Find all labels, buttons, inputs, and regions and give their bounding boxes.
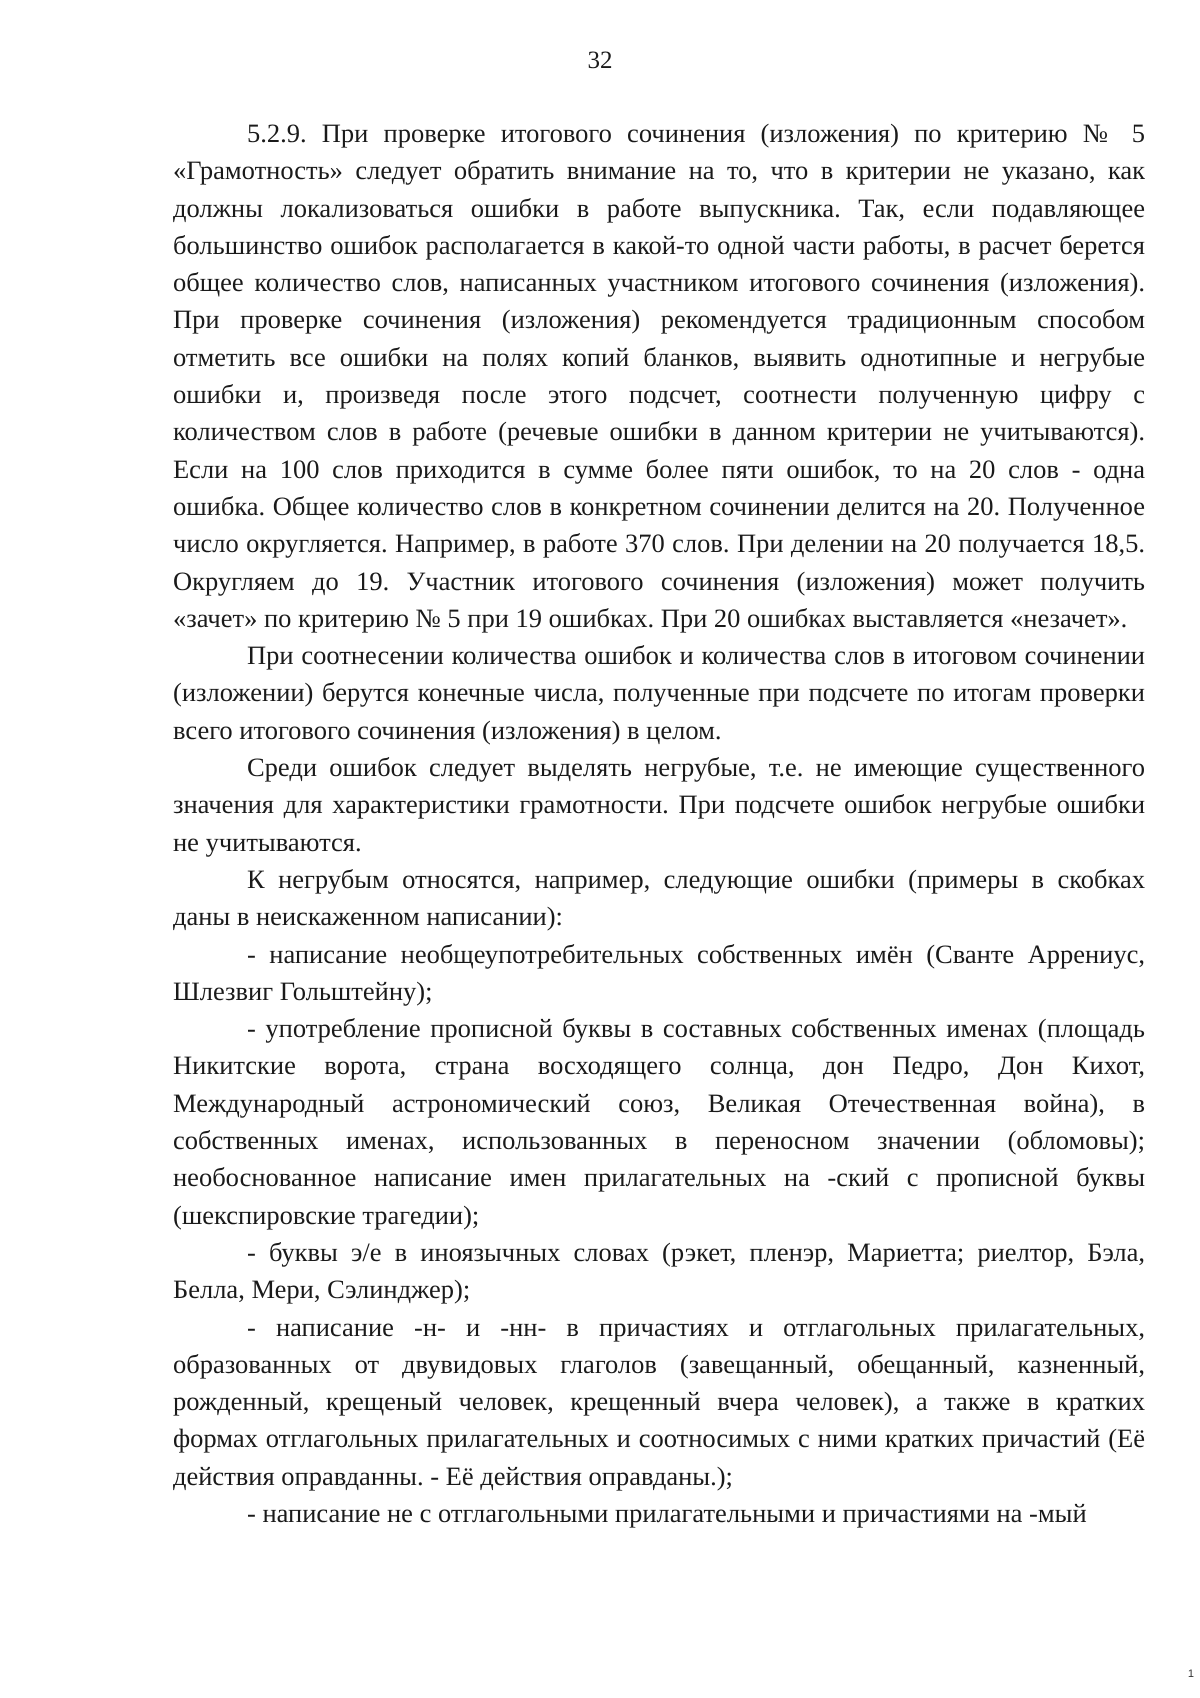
paragraph-criterion-5: 5.2.9. При проверке итогового сочинения (изложения) по критерию № 5 «Грамотность» следует обратить внимание на то, что в критерии не указано, как должны локализоваться ошибки в работе выпускника. Так, если подавляющее большинство ошибок располагается в какой-то одной части работы, в расчет берется общее количество слов, написанных участником итогового сочинения (изложения). При проверке сочинения (изложения) рекомендуется традиционным способом отметить все ошибки на полях копий бланков, выявить однотипные и негрубые ошибки и, произведя после этого подсчет, соотнести полученную цифру с количеством слов в работе (речевые ошибки в данном критерии не учитываются). Если на 100 слов приходится в сумме более пяти ошибок, то на 20 слов - одна ошибка. Общее количество слов в конкретном сочинении делится на 20. Полученное число округляется. Например, в работе 370 слов. При делении на 20 получается 18,5. Округляем до 19. Участник итогового сочинения (изложения) может получить «зачет» по критерию № 5 при 19 ошибках. При 20 ошибках выставляется «незачет». — [173, 118, 1145, 633]
list-item-proper-names: - написание необщеупотребительных собственных имён (Сванте Аррениус, Шлезвиг Гольштейну); — [173, 938, 1145, 1006]
edge-mark: 1 — [1187, 1668, 1194, 1680]
list-item-capital-letters: - употребление прописной буквы в составных собственных именах (площадь Никитские ворота, страна восходящего солнца, дон Педро, Дон Кихот, Международный астрономический союз, Великая Отечественная война), в собственных именах, использованных в переносном значении (обломовы); необоснованное написание имен прилагательных на -ский с прописной буквы (шекспировские трагедии); — [173, 1013, 1145, 1230]
document-body — [173, 115, 1145, 1532]
paragraph-examples-intro: К негрубым относятся, например, следующие ошибки (примеры в скобках даны в неискаженном написании): — [173, 863, 1145, 932]
list-item-n-nn: - написание -н- и -нн- в причастиях и отглагольных прилагательных, образованных от двувидовых глаголов (завещанный, обещанный, казненный, рожденный, крещеный человек, крещенный вчера человек), а также в кратких формах отглагольных прилагательных и соотносимых с ними кратких причастий (Её действия оправданны. - Её действия оправданы.); — [173, 1311, 1145, 1491]
list-item-e-letters: - буквы э/е в иноязычных словах (рэкет, пленэр, Мариетта; риелтор, Бэла, Белла, Мери, Сэлинджер); — [173, 1236, 1145, 1305]
list-item-ne-participles: - написание не с отглагольными прилагательными и причастиями на -мый — [247, 1497, 1087, 1528]
page-number: 32 — [587, 47, 613, 74]
paragraph-error-count: При соотнесении количества ошибок и количества слов в итоговом сочинении (изложении) берутся конечные числа, полученные при подсчете по итогам проверки всего итогового сочинения (изложения) в целом. — [173, 640, 1145, 745]
paragraph-minor-errors: Среди ошибок следует выделять негрубые, т.е. не имеющие существенного значения для характеристики грамотности. При подсчете ошибок негрубые ошибки не учитываются. — [173, 752, 1145, 857]
